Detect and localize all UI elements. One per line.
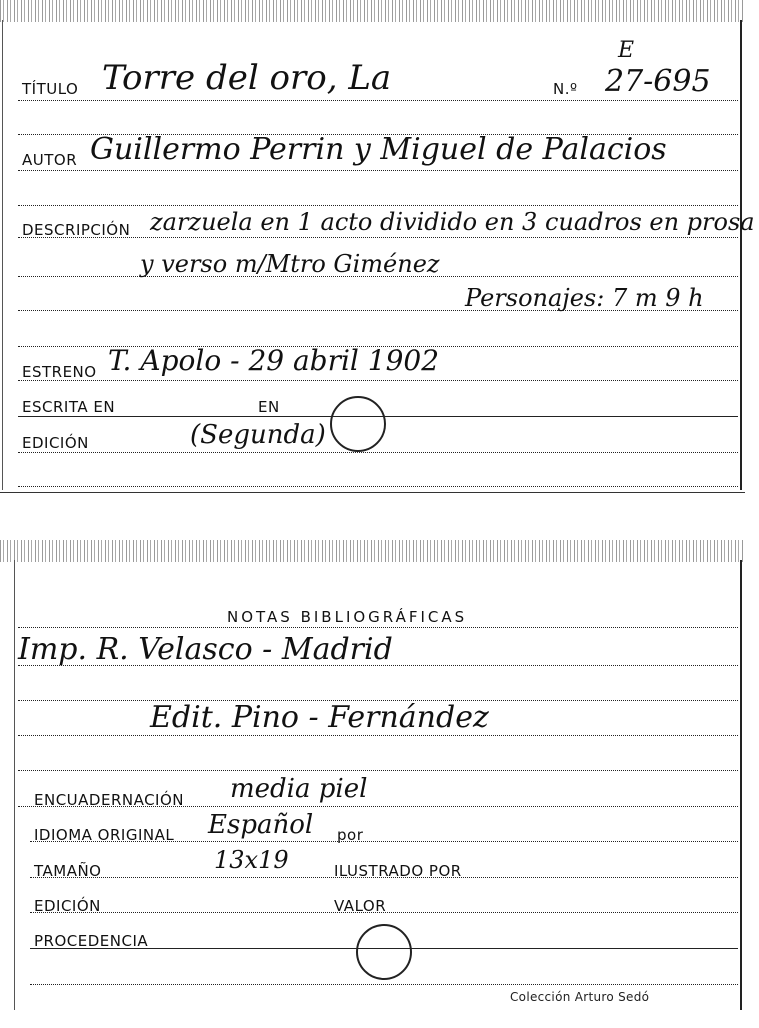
label-encuadernacion: ENCUADERNACIÓN <box>34 791 185 809</box>
label-escrita-en: ESCRITA EN <box>22 398 116 416</box>
rule <box>18 452 738 453</box>
label-edicion: EDICIÓN <box>34 897 101 915</box>
rule <box>18 100 738 101</box>
scan-noise-band <box>0 540 745 562</box>
card-separator <box>0 492 745 493</box>
rule <box>18 205 738 206</box>
value-idioma: Español <box>208 810 314 840</box>
catalog-card-front <box>0 0 755 490</box>
label-procedencia: PROCEDENCIA <box>34 932 149 950</box>
value-tamano: 13x19 <box>214 846 289 874</box>
card-right-border <box>740 560 742 1010</box>
label-edicion: EDICIÓN <box>22 434 89 452</box>
rule <box>18 380 738 381</box>
punch-hole-circle <box>330 396 386 452</box>
label-por: por <box>337 826 364 844</box>
value-estreno: T. Apolo - 29 abril 1902 <box>108 344 440 377</box>
value-nota-editorial: Edit. Pino - Fernández <box>150 700 489 735</box>
card-left-border <box>2 20 3 490</box>
value-personajes: Personajes: 7 m 9 h <box>465 284 704 312</box>
value-numero-prefix: E <box>618 38 635 63</box>
label-idioma-original: IDIOMA ORIGINAL <box>34 826 175 844</box>
rule <box>18 627 738 628</box>
rule <box>30 984 738 985</box>
rule <box>18 770 738 771</box>
value-descripcion-line2: y verso m/Mtro Giménez <box>140 250 440 278</box>
card-left-border <box>14 560 15 1010</box>
rule <box>18 735 738 736</box>
value-autor: Guillermo Perrin y Miguel de Palacios <box>90 132 667 167</box>
label-autor: AUTOR <box>22 151 78 169</box>
card-right-border <box>740 20 742 490</box>
value-edicion: (Segunda) <box>190 420 326 450</box>
scan-noise-band <box>0 0 745 22</box>
rule <box>18 486 738 487</box>
label-notas-bibliograficas: NOTAS BIBLIOGRÁFICAS <box>227 608 468 626</box>
collection-footer: Colección Arturo Sedó <box>510 990 650 1004</box>
value-nota-imprenta: Imp. R. Velasco - Madrid <box>18 632 393 667</box>
label-numero: N.º <box>553 80 578 98</box>
label-titulo: TÍTULO <box>22 80 79 98</box>
label-estreno: ESTRENO <box>22 363 97 381</box>
label-valor: VALOR <box>334 897 387 915</box>
rule <box>18 170 738 171</box>
label-en: EN <box>258 398 280 416</box>
catalog-card-back <box>0 540 745 1010</box>
value-numero: 27-695 <box>605 64 711 99</box>
label-tamano: TAMAÑO <box>34 862 102 880</box>
value-descripcion-line1: zarzuela en 1 acto dividido en 3 cuadros en prosa <box>150 208 755 236</box>
punch-hole-circle <box>356 924 412 980</box>
value-encuadernacion: media piel <box>230 774 368 804</box>
label-descripcion: DESCRIPCIÓN <box>22 221 131 239</box>
label-ilustrado-por: ILUSTRADO POR <box>334 862 462 880</box>
value-titulo: Torre del oro, La <box>102 58 392 98</box>
